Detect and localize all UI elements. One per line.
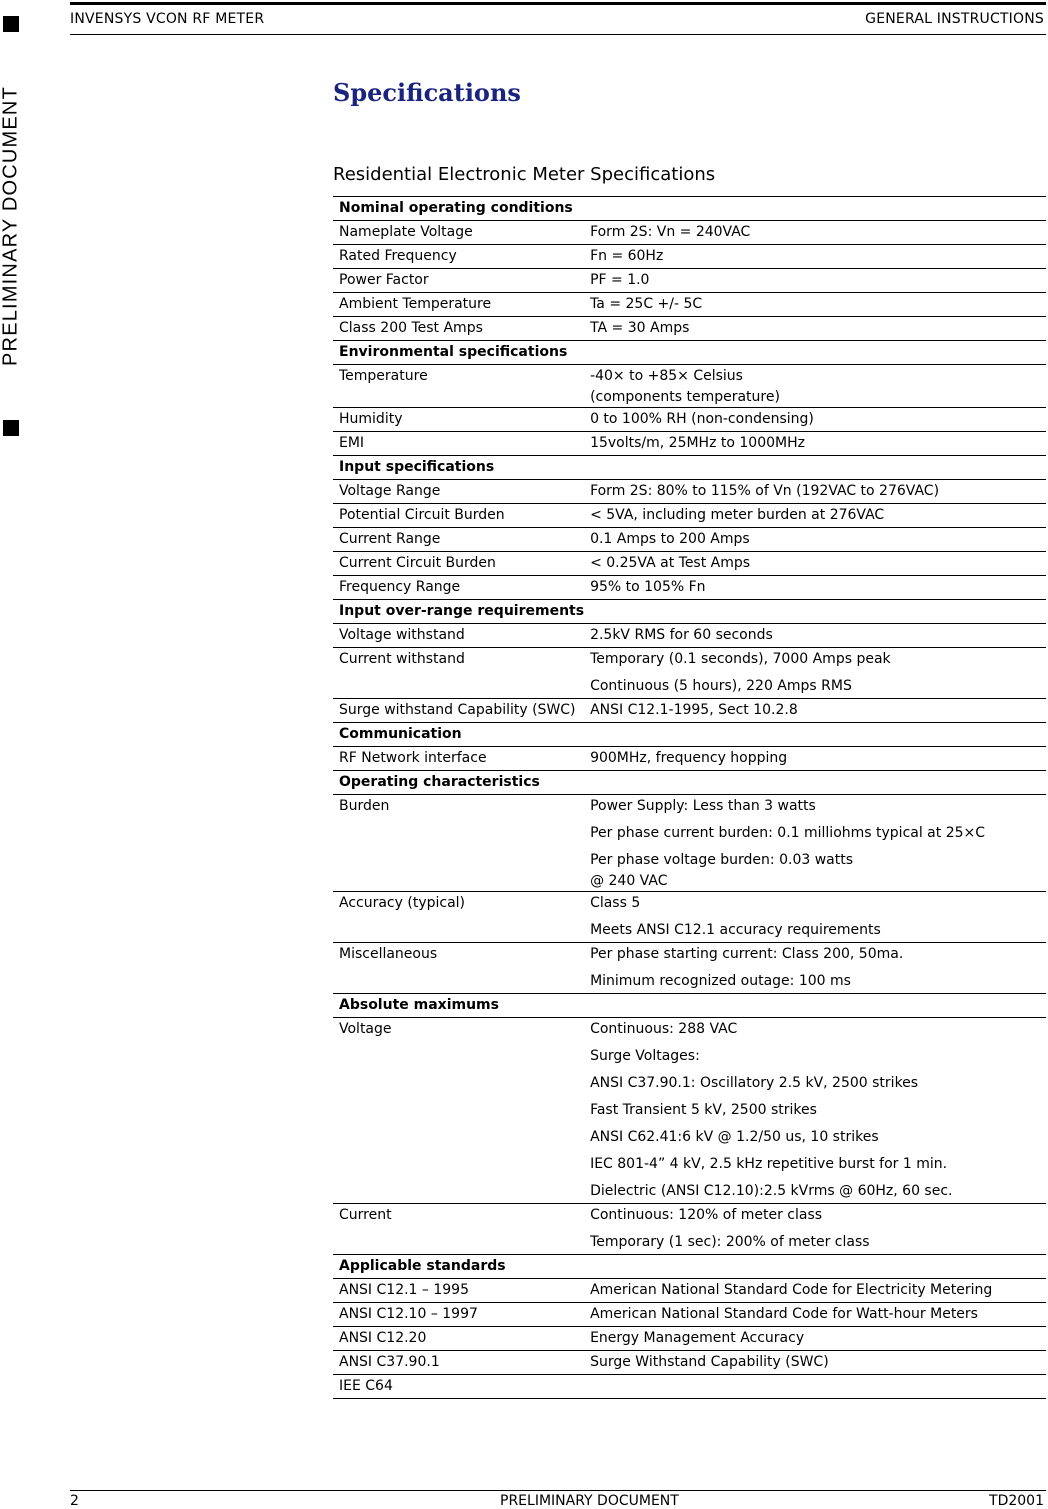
spec-value-line: Energy Management Accuracy: [590, 1330, 805, 1346]
spec-label-text: Frequency Range: [339, 579, 461, 595]
section-title: [333, 994, 584, 1018]
banner-square-icon: [3, 16, 19, 32]
running-header-right: GENERAL INSTRUCTIONS: [865, 11, 1044, 27]
spec-value-line: Ta = 25C +/- 5C: [590, 296, 703, 312]
section-empty-cell: [584, 197, 1046, 221]
spec-label-text: Class 200 Test Amps: [339, 320, 483, 336]
spec-label-text: Voltage Range: [339, 483, 441, 499]
section-title: [333, 1255, 584, 1279]
spec-row: [333, 1279, 1046, 1303]
spec-label: [333, 221, 584, 245]
footer-center-text: PRELIMINARY DOCUMENT: [500, 1493, 679, 1509]
spec-row: [333, 432, 1046, 456]
section-title-text: Input specifications: [339, 459, 495, 475]
spec-label-text: Voltage: [339, 1021, 392, 1037]
spec-value-line: 0 to 100% RH (non-condensing): [590, 411, 814, 427]
spec-row: [333, 624, 1046, 648]
spec-label: [333, 576, 584, 600]
spec-row: [333, 365, 1046, 408]
section-header-row: [333, 341, 1046, 365]
spec-row: [333, 943, 1046, 994]
spec-value-line: ANSI C12.1-1995, Sect 10.2.8: [590, 702, 798, 718]
spec-row: [333, 576, 1046, 600]
spec-label: [333, 293, 584, 317]
spec-row: [333, 1303, 1046, 1327]
spec-value-line: Fast Transient 5 kV, 2500 strikes: [590, 1102, 817, 1118]
section-title-text: Nominal operating conditions: [339, 200, 573, 216]
section-title: [333, 197, 584, 221]
spec-label-text: Temperature: [339, 368, 428, 384]
spec-value-line: ANSI C62.41:6 kV @ 1.2/50 us, 10 strikes: [590, 1129, 879, 1145]
spec-label: [333, 365, 584, 408]
spec-value-line: TA = 30 Amps: [590, 320, 690, 336]
section-header-row: [333, 1255, 1046, 1279]
spec-value-line: Form 2S: Vn = 240VAC: [590, 224, 751, 240]
spec-value-line: Continuous: 120% of meter class: [590, 1207, 823, 1223]
spec-row: [333, 1204, 1046, 1255]
header-rule: [70, 34, 1046, 35]
spec-label: [333, 1018, 584, 1204]
spec-value-line: @ 240 VAC: [590, 873, 668, 889]
section-title: [333, 771, 584, 795]
spec-value: [584, 795, 1046, 892]
spec-row: [333, 699, 1046, 723]
spec-label-text: Current Range: [339, 531, 441, 547]
spec-value-line: 95% to 105% Fn: [590, 579, 706, 595]
spec-value: [584, 576, 1046, 600]
section-title-text: Environmental specifications: [339, 344, 568, 360]
spec-row: [333, 1351, 1046, 1375]
spec-label: [333, 408, 584, 432]
spec-label: [333, 892, 584, 943]
spec-value: [584, 699, 1046, 723]
spec-value-line: Meets ANSI C12.1 accuracy requirements: [590, 922, 881, 938]
spec-row: [333, 480, 1046, 504]
section-empty-cell: [584, 456, 1046, 480]
spec-label: [333, 432, 584, 456]
spec-label-text: Current: [339, 1207, 392, 1223]
spec-value: [584, 245, 1046, 269]
spec-value-line: Power Supply: Less than 3 watts: [590, 798, 816, 814]
spec-label: [333, 1204, 584, 1255]
spec-row: [333, 317, 1046, 341]
spec-value-line: Class 5: [590, 895, 641, 911]
spec-value: [584, 552, 1046, 576]
page-title: Specifications: [333, 78, 521, 107]
spec-label-text: Humidity: [339, 411, 403, 427]
spec-value-line: American National Standard Code for Electricity Metering: [590, 1282, 993, 1298]
spec-value: [584, 365, 1046, 408]
spec-value-line: Per phase voltage burden: 0.03 watts: [590, 852, 854, 868]
spec-row: [333, 293, 1046, 317]
spec-value-line: -40× to +85× Celsius: [590, 368, 743, 384]
section-empty-cell: [584, 771, 1046, 795]
spec-label: [333, 269, 584, 293]
spec-value-line: IEC 801-4” 4 kV, 2.5 kHz repetitive burst for 1 min.: [590, 1156, 948, 1172]
spec-label-text: ANSI C12.10 – 1997: [339, 1306, 478, 1322]
spec-label: [333, 1375, 584, 1399]
spec-label-text: Ambient Temperature: [339, 296, 492, 312]
spec-label-text: Current Circuit Burden: [339, 555, 496, 571]
spec-value-line: American National Standard Code for Watt-hour Meters: [590, 1306, 978, 1322]
spec-value-line: Minimum recognized outage: 100 ms: [590, 973, 851, 989]
spec-label-text: Rated Frequency: [339, 248, 457, 264]
spec-label: [333, 747, 584, 771]
spec-label-text: IEE C64: [339, 1378, 393, 1394]
spec-value: [584, 480, 1046, 504]
header-top-rule: [70, 2, 1046, 5]
spec-value: [584, 221, 1046, 245]
spec-label-text: Surge withstand Capability (SWC): [339, 702, 576, 718]
spec-value: [584, 1375, 1046, 1399]
section-header-row: [333, 723, 1046, 747]
spec-label: [333, 699, 584, 723]
spec-label: [333, 528, 584, 552]
spec-value-line: Surge Voltages:: [590, 1048, 700, 1064]
spec-row: [333, 795, 1046, 892]
spec-label-text: EMI: [339, 435, 365, 451]
spec-value: [584, 1204, 1046, 1255]
spec-label: [333, 624, 584, 648]
spec-row: [333, 221, 1046, 245]
banner-square-icon: [3, 420, 19, 436]
spec-row: [333, 1327, 1046, 1351]
spec-value-line: ANSI C37.90.1: Oscillatory 2.5 kV, 2500 strikes: [590, 1075, 919, 1091]
spec-value: [584, 1303, 1046, 1327]
spec-label-text: ANSI C37.90.1: [339, 1354, 440, 1370]
section-title-text: Input over-range requirements: [339, 603, 585, 619]
spec-label-text: ANSI C12.20: [339, 1330, 427, 1346]
section-empty-cell: [584, 1255, 1046, 1279]
spec-row: [333, 408, 1046, 432]
spec-label: [333, 480, 584, 504]
spec-table: [333, 196, 1046, 1399]
spec-label: [333, 245, 584, 269]
spec-row: [333, 1018, 1046, 1204]
section-title-text: Applicable standards: [339, 1258, 506, 1274]
spec-label-text: RF Network interface: [339, 750, 487, 766]
spec-value: [584, 624, 1046, 648]
spec-value: [584, 408, 1046, 432]
spec-label-text: Accuracy (typical): [339, 895, 466, 911]
spec-row: [333, 504, 1046, 528]
spec-label: [333, 1351, 584, 1375]
section-header-row: [333, 771, 1046, 795]
spec-label: [333, 943, 584, 994]
spec-label-text: Burden: [339, 798, 390, 814]
spec-label: [333, 552, 584, 576]
spec-label: [333, 1303, 584, 1327]
spec-table-body: [333, 197, 1046, 1399]
spec-value: [584, 1351, 1046, 1375]
spec-value: [584, 747, 1046, 771]
section-header-row: [333, 197, 1046, 221]
spec-value: [584, 1327, 1046, 1351]
section-header-row: [333, 600, 1046, 624]
spec-value-line: (components temperature): [590, 389, 780, 405]
spec-label: [333, 795, 584, 892]
document-code: TD2001: [989, 1493, 1044, 1509]
section-header-row: [333, 994, 1046, 1018]
preliminary-side-banner: [0, 16, 22, 436]
spec-label-text: Power Factor: [339, 272, 429, 288]
spec-label-text: Miscellaneous: [339, 946, 438, 962]
spec-value: [584, 892, 1046, 943]
spec-value-line: 15volts/m, 25MHz to 1000MHz: [590, 435, 805, 451]
section-empty-cell: [584, 341, 1046, 365]
spec-value-line: Continuous: 288 VAC: [590, 1021, 738, 1037]
spec-value: [584, 269, 1046, 293]
spec-row: [333, 892, 1046, 943]
spec-value-line: Form 2S: 80% to 115% of Vn (192VAC to 276VAC): [590, 483, 940, 499]
footer-rule: [70, 1490, 1046, 1491]
spec-label-text: Nameplate Voltage: [339, 224, 473, 240]
spec-value-line: PF = 1.0: [590, 272, 650, 288]
spec-value-line: Dielectric (ANSI C12.10):2.5 kVrms @ 60Hz, 60 sec.: [590, 1183, 953, 1199]
spec-value-line: 900MHz, frequency hopping: [590, 750, 788, 766]
spec-row: [333, 648, 1046, 699]
spec-row: [333, 552, 1046, 576]
spec-value-line: Temporary (0.1 seconds), 7000 Amps peak: [590, 651, 891, 667]
spec-value: [584, 1279, 1046, 1303]
spec-label-text: ANSI C12.1 – 1995: [339, 1282, 469, 1298]
spec-row: [333, 747, 1046, 771]
section-header-row: [333, 456, 1046, 480]
spec-row: [333, 245, 1046, 269]
section-empty-cell: [584, 994, 1046, 1018]
spec-row: [333, 1375, 1046, 1399]
spec-value-line: 2.5kV RMS for 60 seconds: [590, 627, 773, 643]
spec-value-line: 0.1 Amps to 200 Amps: [590, 531, 750, 547]
spec-value: [584, 504, 1046, 528]
spec-value-line: < 5VA, including meter burden at 276VAC: [590, 507, 885, 523]
spec-value: [584, 528, 1046, 552]
spec-label: [333, 317, 584, 341]
spec-value-line: Fn = 60Hz: [590, 248, 664, 264]
spec-value: [584, 432, 1046, 456]
spec-value-line: Temporary (1 sec): 200% of meter class: [590, 1234, 870, 1250]
section-title-text: Operating characteristics: [339, 774, 540, 790]
running-header-left: INVENSYS VCON RF METER: [70, 11, 265, 27]
spec-row: [333, 269, 1046, 293]
spec-label-text: Current withstand: [339, 651, 465, 667]
section-title: [333, 723, 584, 747]
spec-value: [584, 293, 1046, 317]
spec-value-line: Per phase current burden: 0.1 milliohms typical at 25×C: [590, 825, 986, 841]
preliminary-side-text: PRELIMINARY DOCUMENT: [0, 86, 22, 366]
section-title-text: Absolute maximums: [339, 997, 499, 1013]
spec-value: [584, 943, 1046, 994]
spec-label: [333, 504, 584, 528]
section-title-text: Communication: [339, 726, 462, 742]
spec-value: [584, 317, 1046, 341]
spec-label: [333, 1327, 584, 1351]
section-title: [333, 456, 584, 480]
spec-value-line: Per phase starting current: Class 200, 50ma.: [590, 946, 904, 962]
spec-label: [333, 648, 584, 699]
section-empty-cell: [584, 723, 1046, 747]
spec-label: [333, 1279, 584, 1303]
spec-label-text: Potential Circuit Burden: [339, 507, 505, 523]
spec-value: [584, 1018, 1046, 1204]
table-caption: Residential Electronic Meter Specifications: [333, 164, 716, 185]
section-title: [333, 600, 584, 624]
spec-value-line: < 0.25VA at Test Amps: [590, 555, 751, 571]
section-empty-cell: [584, 600, 1046, 624]
spec-label-text: Voltage withstand: [339, 627, 465, 643]
spec-row: [333, 528, 1046, 552]
spec-value-line: Surge Withstand Capability (SWC): [590, 1354, 829, 1370]
page-number: 2: [70, 1493, 79, 1509]
section-title: [333, 341, 584, 365]
spec-value-line: Continuous (5 hours), 220 Amps RMS: [590, 678, 852, 694]
spec-value: [584, 648, 1046, 699]
